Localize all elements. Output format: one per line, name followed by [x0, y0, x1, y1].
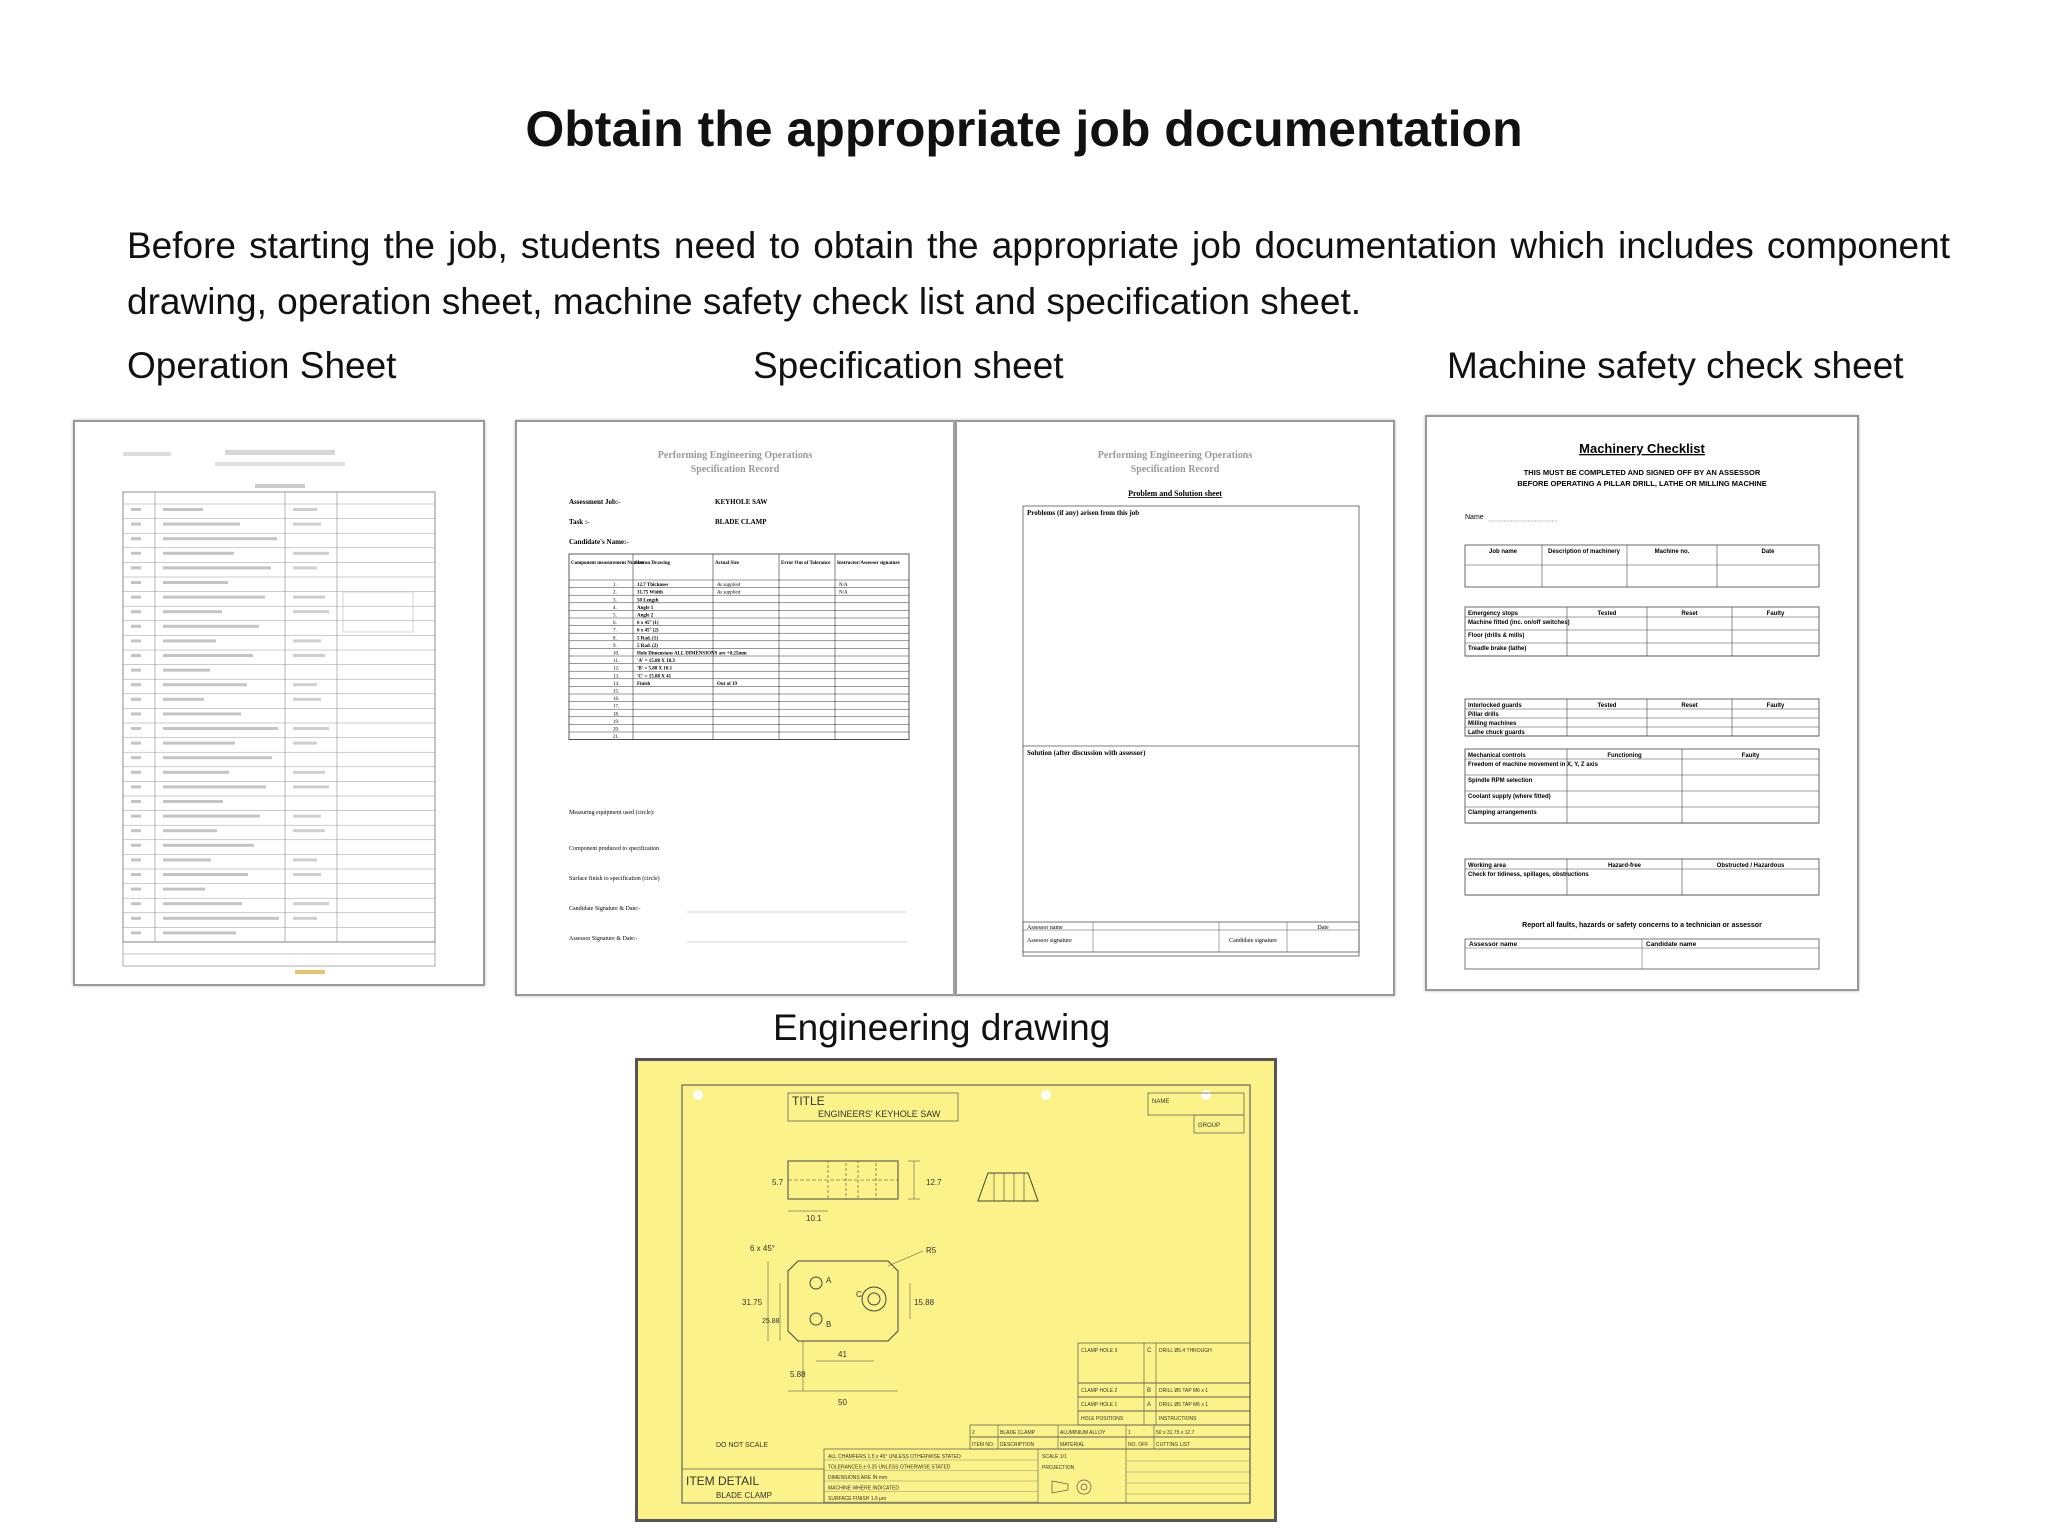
mech-table-row-label: Spindle RPM selection: [1468, 778, 1533, 784]
spec-row-number: 3.: [613, 598, 617, 604]
form-row-text: [293, 873, 321, 876]
area-table-header: Obstructed / Hazardous: [1716, 863, 1785, 869]
page-title: Obtain the appropriate job documentation: [525, 101, 1523, 157]
form-row-number: [131, 873, 141, 876]
assessor-name-label: Assessor name: [1027, 925, 1063, 931]
dim-side-offset: 10.1: [806, 1214, 822, 1223]
guards-table-header: Interlocked guards: [1468, 703, 1522, 709]
checklist-name-label: Name: [1465, 514, 1484, 521]
form-row-text: [293, 654, 325, 657]
mech-table-row-label: Freedom of machine movement in X, Y, Z axis: [1468, 762, 1598, 768]
scan-heading: [255, 484, 305, 488]
guards-table-header: Tested: [1597, 703, 1617, 709]
spec-row-label: 12.7 Thickness: [637, 583, 669, 589]
clamp-row-label: HOLE POSITIONS: [1081, 1416, 1124, 1422]
form-row-text: [163, 508, 203, 511]
form-row-text: [163, 888, 205, 891]
mech-table-header: Functioning: [1607, 753, 1642, 759]
form-row-number: [131, 800, 141, 803]
form-row-number: [131, 596, 141, 599]
drawing-note: SURFACE FINISH 1.6 µm: [828, 1496, 887, 1502]
spec-row-number: 12.: [613, 666, 620, 672]
clamp-row-label: CLAMP HOLE 3: [1081, 1348, 1118, 1354]
clamp-row-instruction: INSTRUCTIONS: [1159, 1416, 1197, 1422]
form-row-number: [131, 727, 141, 730]
stops-table-row-label: Treadle brake (lathe): [1468, 646, 1527, 652]
spec-column-header: Component measurement Number: [571, 561, 646, 566]
clamp-row-instruction: DRILL Ø5.4 THROUGH: [1159, 1348, 1212, 1354]
operation-sheet-form: [75, 422, 483, 984]
form-row-text: [163, 815, 260, 818]
clamp-row-instruction: DRILL Ø5 TAP M6 x 1: [1159, 1402, 1209, 1408]
scan-heading: [215, 462, 345, 466]
punch-hole: [693, 1090, 703, 1100]
spec-row-number: 6.: [613, 621, 617, 627]
drawing-group-label: GROUP: [1198, 1123, 1221, 1129]
spec-row-label: 6 x 45° (1): [637, 621, 659, 627]
parts-header: NO. OFF: [1128, 1442, 1149, 1448]
spec-row-number: 8.: [613, 636, 617, 642]
form-row-number: [131, 610, 141, 613]
clamp-row-letter: C: [1147, 1348, 1152, 1354]
end-view: [978, 1173, 1038, 1201]
spec-table-frame: [569, 554, 909, 740]
date-label: Date: [1317, 925, 1329, 931]
job-table-header: Date: [1761, 549, 1775, 555]
specification-record-form: [517, 422, 953, 994]
mech-table-header: Mechanical controls: [1468, 753, 1526, 759]
area-table-row-label: Check for tidiness, spillages, obstructions: [1468, 872, 1589, 878]
form-row-number: [131, 625, 141, 628]
form-row-number: [131, 829, 141, 832]
item-detail-blade-clamp: BLADE CLAMP: [716, 1491, 773, 1500]
task-value: BLADE CLAMP: [715, 518, 767, 526]
form-row-text: [293, 683, 317, 686]
form-row-number: [131, 844, 141, 847]
form-row-number: [131, 683, 141, 686]
spec-row-number: 21.: [613, 735, 620, 741]
problem-subtitle: Problem and Solution sheet: [1128, 489, 1222, 498]
mech-table-header: Faulty: [1741, 753, 1760, 759]
form-row-text: [163, 902, 242, 905]
drawing-name-label: NAME: [1152, 1099, 1170, 1105]
form-row-text: [163, 931, 236, 934]
form-row-text: [163, 829, 217, 832]
spec-row-label: 31.75 Width: [637, 590, 663, 596]
checklist-candidate-name: Candidate name: [1646, 941, 1697, 948]
form-row-text: [293, 858, 317, 861]
form-row-text: [293, 815, 321, 818]
do-not-scale: DO NOT SCALE: [716, 1442, 768, 1449]
parts-value: 1: [1128, 1430, 1131, 1436]
solution-label: Solution (after discussion with assessor): [1027, 749, 1146, 757]
stops-table-row-label: Floor (drills & mills): [1468, 633, 1525, 639]
form-row-text: [293, 596, 325, 599]
spec-row-number: 20.: [613, 727, 620, 733]
area-table-header: Hazard-free: [1607, 863, 1642, 869]
operation-sheet-image: [73, 420, 485, 986]
candidate-name-label: Candidate's Name:-: [569, 538, 629, 546]
guards-table-header: Reset: [1681, 703, 1698, 709]
guards-table-row-label: Pillar drills: [1468, 712, 1499, 718]
parts-header: MATERIAL: [1060, 1442, 1085, 1448]
guards-table-row-label: Lathe chuck guards: [1468, 730, 1525, 736]
form-row-text: [293, 727, 329, 730]
scan-mark: [295, 970, 325, 974]
form-row-number: [131, 508, 141, 511]
form-row-text: [293, 552, 329, 555]
clamp-row-label: CLAMP HOLE 2: [1081, 1388, 1118, 1394]
job-table-header: Job name: [1488, 549, 1518, 555]
spec-row-label: 50 Length: [637, 598, 659, 604]
form-row-number: [131, 537, 141, 540]
parts-value: BLADE CLAMP: [1000, 1430, 1036, 1436]
dim-side-small: 5.7: [772, 1178, 784, 1187]
spec-row-label: 5 Rad. (1): [637, 636, 658, 642]
form-row-number: [131, 669, 141, 672]
mech-table-row-label: Clamping arrangements: [1468, 810, 1537, 816]
machinery-checklist-image: [1425, 415, 1859, 991]
form-row-text: [163, 683, 247, 686]
form-row-number: [131, 902, 141, 905]
assessment-job-label: Assessment Job:-: [569, 498, 621, 506]
parts-value: ALUMINIUM ALLOY: [1060, 1430, 1106, 1436]
parts-header: CUTTING LIST: [1156, 1442, 1191, 1448]
form-row-text: [163, 669, 210, 672]
problem-header-1: Performing Engineering Operations: [1097, 450, 1253, 461]
spec-row-number: 10.: [613, 651, 620, 657]
spec-row-number: 13.: [613, 674, 620, 680]
problem-header-2: Specification Record: [1130, 464, 1220, 475]
spec-out-of: Out of 19: [717, 681, 737, 687]
operation-sheet-label: Operation Sheet: [127, 345, 397, 386]
assessor-signature-text: Assessor Signature & Date:-: [569, 936, 638, 942]
drawing-title-value: ENGINEERS' KEYHOLE SAW: [818, 1109, 941, 1119]
form-row-number: [131, 552, 141, 555]
surface-finish-text: Surface finish to specification (circle): [569, 876, 660, 882]
engineering-drawing-sheet: [638, 1061, 1274, 1519]
spec-column-header: Actual Size: [715, 561, 740, 566]
area-table-header: Working area: [1468, 863, 1506, 869]
specification-record-image: [515, 420, 955, 996]
spec-column-header: Size on Drawing: [635, 561, 670, 566]
problem-solution-form: [957, 422, 1393, 994]
clamp-row-letter: A: [1147, 1402, 1152, 1408]
form-row-text: [163, 873, 248, 876]
scan-smudge: [123, 452, 171, 456]
spec-row-label: Hole Dimensions ALL DIMENSIONS are +0.25mm: [637, 651, 747, 657]
spec-table: [569, 554, 909, 740]
form-row-number: [131, 712, 141, 715]
form-row-number: [131, 698, 141, 701]
form-inset-table: [343, 592, 413, 632]
projection-symbol: [1052, 1481, 1068, 1493]
spec-row-label: Finish: [637, 681, 651, 687]
spec-row-label: 5 Rad. (2): [637, 643, 658, 649]
spec-row-number: 18.: [613, 712, 620, 718]
form-row-text: [163, 698, 204, 701]
spec-as-supplied: As supplied: [717, 583, 741, 589]
form-row-text: [163, 917, 279, 920]
form-row-text: [163, 844, 254, 847]
drawing-scale: SCALE 1/1: [1042, 1454, 1067, 1460]
form-row-number: [131, 917, 141, 920]
form-row-text: [293, 917, 317, 920]
spec-row-number: 1.: [613, 583, 617, 589]
task-label: Task :-: [569, 518, 590, 526]
scan-heading: [225, 450, 335, 455]
spec-row-number: 5.: [613, 613, 617, 619]
form-row-text: [163, 552, 234, 555]
spec-row-label: Angle 2: [637, 613, 654, 619]
spec-row-label: 'A' = 15.88 X 18.3: [637, 659, 675, 665]
form-row-text: [163, 727, 278, 730]
spec-as-supplied: As supplied: [717, 590, 741, 596]
stops-table-row-label: Machine fitted (inc. on/off switches): [1468, 620, 1570, 626]
checklist-assessor-name: Assessor name: [1469, 941, 1518, 948]
spec-row-number: 11.: [613, 659, 620, 665]
form-row-number: [131, 785, 141, 788]
engineering-drawing-label: Engineering drawing: [773, 1007, 1111, 1048]
form-row-text: [293, 698, 321, 701]
clamp-row-label: CLAMP HOLE 1: [1081, 1402, 1118, 1408]
machinery-checklist-form: [1427, 417, 1857, 989]
title-block: [824, 1343, 1250, 1503]
form-row-number: [131, 654, 141, 657]
spec-na: N/A: [839, 583, 848, 589]
hole-a-label: A: [826, 1276, 832, 1285]
punch-hole: [1201, 1090, 1211, 1100]
drawing-note: ALL CHAMFERS 1.5 x 45° UNLESS OTHERWISE STATED: [828, 1454, 961, 1460]
form-row-number: [131, 815, 141, 818]
checklist-title: Machinery Checklist: [1579, 441, 1705, 456]
dim-chamfer: 6 x 45°: [750, 1244, 775, 1253]
projection-symbol: [1081, 1484, 1087, 1490]
form-row-number: [131, 566, 141, 569]
checklist-tables: [1465, 545, 1819, 895]
dim-15: 15.88: [914, 1298, 935, 1307]
spec-row-number: 17.: [613, 704, 620, 710]
assessment-job-value: KEYHOLE SAW: [715, 498, 768, 506]
job-table-header: Description of machinery: [1547, 549, 1621, 555]
stops-table-header: Tested: [1597, 611, 1617, 617]
stops-table-header: Reset: [1681, 611, 1698, 617]
form-row-text: [163, 785, 266, 788]
intro-paragraph: Before starting the job, students need to obtain the appropriate job documentation which includes component drawing, operation sheet, machine safety check list and specification sheet.: [127, 225, 1950, 322]
form-row-text: [163, 756, 272, 759]
form-row-text: [293, 771, 325, 774]
report-text: Report all faults, hazards or safety concerns to a technician or assessor: [1522, 922, 1762, 929]
dim-side-height: 12.7: [926, 1178, 942, 1187]
form-row-text: [163, 566, 271, 569]
checklist-line-2: BEFORE OPERATING A PILLAR DRILL, LATHE OR MILLING MACHINE: [1517, 479, 1767, 488]
spec-row-number: 9.: [613, 643, 617, 649]
spec-column-header: Error Out of Tolerance: [781, 561, 831, 566]
job-table-header: Machine no.: [1654, 549, 1690, 555]
spec-row-number: 14.: [613, 681, 620, 687]
dim-radius: R5: [926, 1246, 937, 1255]
drawing-note: MACHINE WHERE INDICATED: [828, 1485, 900, 1492]
form-row-text: [163, 742, 235, 745]
clamp-row-instruction: DRILL Ø5 TAP M6 x 1: [1159, 1388, 1209, 1394]
spec-header-2: Specification Record: [690, 464, 780, 475]
spec-row-number: 15.: [613, 689, 620, 695]
projection-symbol: [1077, 1480, 1091, 1494]
form-row-text: [163, 596, 265, 599]
spec-row-label: 6 x 45° (2): [637, 628, 659, 634]
guards-table-header: Faulty: [1766, 703, 1785, 709]
form-row-text: [163, 610, 222, 613]
form-row-number: [131, 858, 141, 861]
form-row-text: [293, 742, 317, 745]
spec-header-1: Performing Engineering Operations: [657, 450, 813, 461]
spec-row-number: 19.: [613, 719, 620, 725]
measuring-equipment-text: Measuring equipment used (circle):: [569, 810, 655, 816]
form-row-text: [163, 858, 211, 861]
form-row-number: [131, 639, 141, 642]
drawing-projection: PROJECTION: [1042, 1465, 1075, 1471]
form-row-text: [163, 654, 253, 657]
form-row-text: [293, 523, 321, 526]
form-row-number: [131, 931, 141, 934]
form-row-number: [131, 756, 141, 759]
form-row-text: [293, 902, 329, 905]
hole-b-label: B: [826, 1320, 832, 1329]
candidate-signature-label: Candidate signature: [1229, 938, 1277, 944]
spec-row-label: 'B' = 5.88 X 10.1: [637, 666, 673, 672]
form-row-text: [163, 581, 228, 584]
engineering-drawing-image: [635, 1058, 1277, 1522]
spec-row-number: 4.: [613, 605, 617, 611]
dim-50: 50: [838, 1398, 847, 1407]
dim-41: 41: [838, 1350, 847, 1359]
form-row-text: [163, 800, 223, 803]
dim-hole-span: 25.88: [762, 1318, 780, 1325]
spec-column-header: Instructor/Assessor signature: [837, 561, 900, 566]
problem-solution-image: [955, 420, 1395, 996]
form-row-number: [131, 888, 141, 891]
form-row-text: [163, 639, 216, 642]
dim-width: 31.75: [742, 1298, 763, 1307]
side-view: [788, 1161, 920, 1211]
parts-header: DESCRIPTION: [1000, 1442, 1035, 1448]
form-row-number: [131, 771, 141, 774]
dim-edge: 5.88: [790, 1370, 806, 1379]
parts-header: ITEM NO.: [972, 1442, 995, 1448]
component-spec-text: Component produced to specification: [569, 846, 660, 852]
spec-row-number: 2.: [613, 590, 617, 596]
stops-table-header: Faulty: [1766, 611, 1785, 617]
drawing-note: TOLERANCES ± 0.25 UNLESS OTHERWISE STATED: [828, 1464, 951, 1471]
form-row-number: [131, 581, 141, 584]
guards-table-row-label: Milling machines: [1468, 721, 1517, 727]
checklist-line-1: THIS MUST BE COMPLETED AND SIGNED OFF BY AN ASSESSOR: [1523, 468, 1761, 477]
parts-value: 50 x 31.75 x 12.7: [1156, 1430, 1195, 1436]
form-row-text: [293, 610, 329, 613]
stops-table-header: Emergency stops: [1468, 611, 1519, 617]
specification-sheet-label: Specification sheet: [753, 345, 1064, 386]
spec-na: N/A: [839, 590, 848, 596]
spec-row-label: 'C' = 15.88 X 41: [637, 674, 672, 680]
form-row-text: [293, 566, 317, 569]
form-row-text: [293, 785, 329, 788]
drawing-note: DIMENSIONS ARE IN mm: [828, 1475, 888, 1481]
form-row-text: [163, 771, 229, 774]
problems-label: Problems (if any) arisen from this job: [1027, 509, 1140, 517]
spec-row-number: 7.: [613, 628, 617, 634]
mech-table-row-label: Coolant supply (where fitted): [1468, 794, 1551, 800]
form-row-text: [163, 625, 259, 628]
form-row-text: [163, 537, 277, 540]
parts-value: 2: [972, 1430, 975, 1436]
clamp-row-letter: B: [1147, 1388, 1152, 1394]
form-row-text: [163, 523, 240, 526]
form-row-number: [131, 523, 141, 526]
form-row-text: [293, 508, 317, 511]
spec-row-label: Angle 1: [637, 605, 654, 611]
punch-hole: [1041, 1090, 1051, 1100]
form-row-text: [293, 829, 325, 832]
spec-row-number: 16.: [613, 697, 620, 703]
form-row-number: [131, 742, 141, 745]
form-row-text: [293, 639, 321, 642]
candidate-signature-text: Candidate Signature & Date:-: [569, 906, 641, 912]
drawing-title-label: TITLE: [792, 1094, 825, 1108]
machine-safety-label: Machine safety check sheet: [1447, 345, 1904, 386]
form-row-text: [163, 712, 241, 715]
hole-c-label: C: [856, 1290, 862, 1299]
assessor-signature-label: Assessor signature: [1027, 938, 1072, 944]
item-detail: ITEM DETAIL: [686, 1474, 760, 1488]
